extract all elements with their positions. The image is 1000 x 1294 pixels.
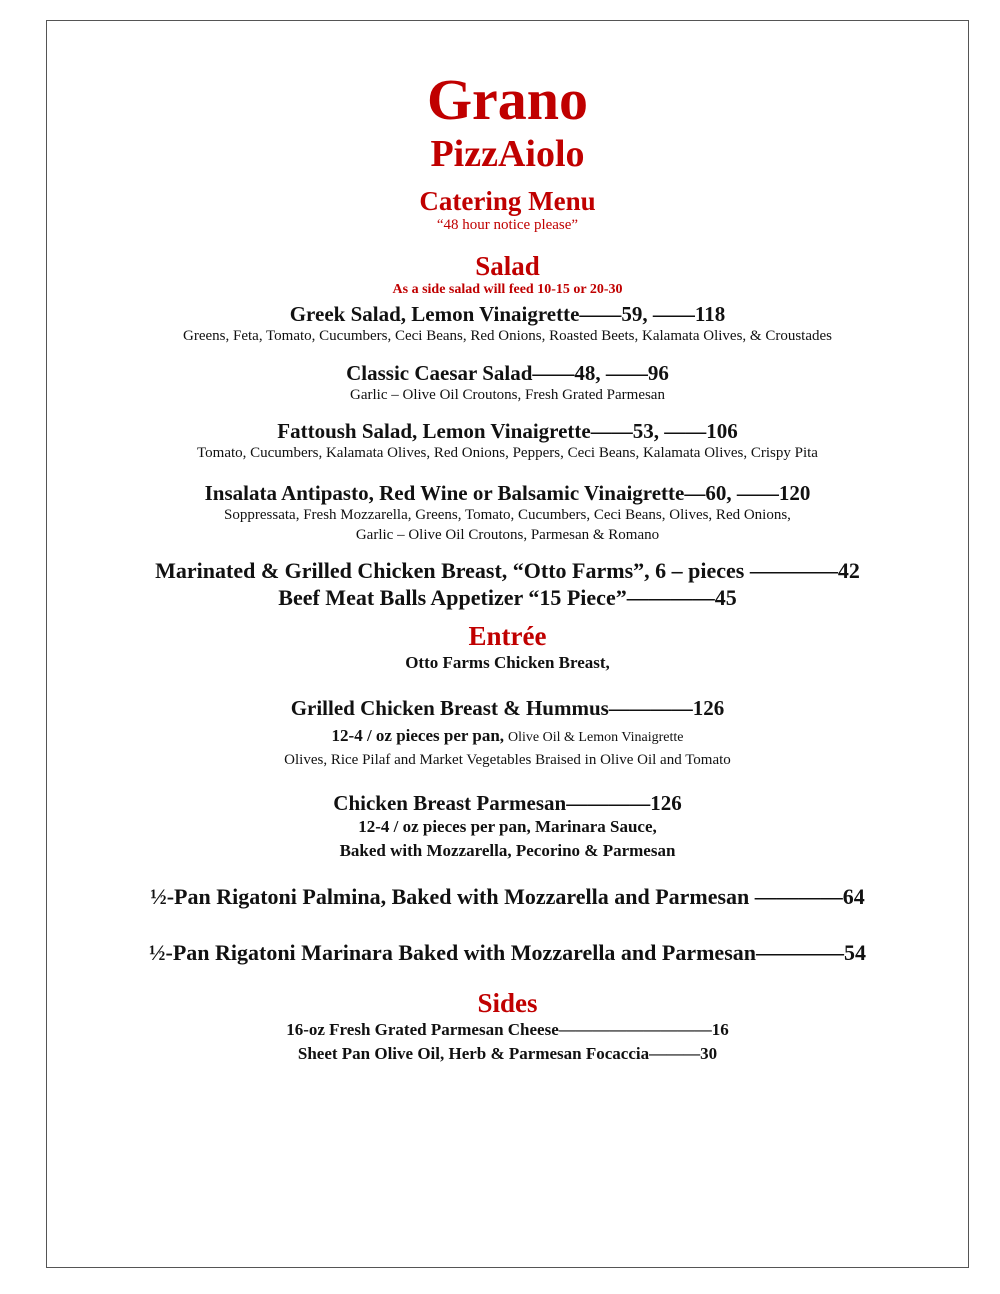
item-description-line-2: Baked with Mozzarella, Pecorino & Parmesan: [339, 841, 676, 860]
menu-item-fattoush-salad: [47, 419, 968, 463]
menu-item-caesar-salad: [47, 361, 968, 405]
salad-note: As a side salad will feed 10-15 or 20-30: [392, 282, 623, 297]
salad-section-header: [47, 251, 968, 299]
sides-title: Sides: [477, 988, 538, 1018]
item-name: Fattoush Salad, Lemon Vinaigrette——53, ——106: [277, 419, 738, 443]
item-name: ½-Pan Rigatoni Marinara Baked with Mozzarella and Parmesan————54: [149, 940, 866, 965]
menu-item-rigatoni-marinara: [47, 941, 968, 965]
item-description: Tomato, Cucumbers, Kalamata Olives, Red Onions, Peppers, Ceci Beans, Kalamata Olives, Crispy Pita: [197, 445, 818, 461]
item-name: ½-Pan Rigatoni Palmina, Baked with Mozzarella and Parmesan ————64: [150, 884, 865, 909]
item-description-line-1: [47, 724, 968, 750]
restaurant-name: Grano: [426, 67, 589, 132]
dressing-text: Olive Oil & Lemon Vinaigrette: [508, 730, 684, 745]
item-description-line-2: Garlic – Olive Oil Croutons, Parmesan & Romano: [355, 527, 660, 543]
entree-intro: Otto Farms Chicken Breast,: [405, 653, 610, 672]
item-name: Greek Salad, Lemon Vinaigrette——59, ——118: [289, 302, 726, 326]
item-description: Greens, Feta, Tomato, Cucumbers, Ceci Beans, Red Onions, Roasted Beets, Kalamata Olives, & Croustades: [183, 328, 832, 344]
menu-item-greek-salad: [47, 302, 968, 346]
restaurant-subtitle: PizzAiolo: [430, 133, 585, 175]
menu-title: Catering Menu: [419, 186, 596, 216]
notice-text: “48 hour notice please”: [436, 217, 579, 233]
item-description-line-1: 12-4 / oz pieces per pan, Marinara Sauce,: [358, 817, 657, 836]
entree-section-header: [47, 621, 968, 675]
item-name: Classic Caesar Salad——48, ——96: [346, 361, 669, 385]
item-name: Grilled Chicken Breast & Hummus————126: [290, 696, 725, 720]
item-description-line-1: Soppressata, Fresh Mozzarella, Greens, Tomato, Cucumbers, Ceci Beans, Olives, Red Onions,: [224, 507, 791, 523]
menu-item-meat-balls: Beef Meat Balls Appetizer “15 Piece”————45: [278, 585, 737, 610]
item-description-line-2: Olives, Rice Pilaf and Market Vegetables Braised in Olive Oil and Tomato: [284, 752, 731, 768]
catering-header: [47, 186, 968, 234]
menu-item-rigatoni-palmina: [47, 885, 968, 909]
sides-section: [47, 988, 968, 1066]
salad-title: Salad: [475, 251, 540, 281]
menu-item-insalata-antipasto: [47, 481, 968, 545]
menu-page: [46, 20, 969, 1268]
entree-title: Entrée: [468, 621, 547, 651]
menu-item-chicken-parmesan: [47, 791, 968, 863]
salad-extras: [47, 557, 968, 611]
menu-item-chicken-hummus: [47, 696, 968, 770]
menu-item-parmesan-cheese: 16-oz Fresh Grated Parmesan Cheese—————————16: [286, 1020, 729, 1039]
menu-item-focaccia: Sheet Pan Olive Oil, Herb & Parmesan Focaccia———30: [297, 1044, 718, 1063]
portion-text: 12-4 / oz pieces per pan,: [331, 726, 505, 745]
item-name: Chicken Breast Parmesan————126: [333, 791, 682, 815]
menu-item-grilled-chicken: Marinated & Grilled Chicken Breast, “Otto Farms”, 6 – pieces ————42: [155, 558, 860, 583]
item-name: Insalata Antipasto, Red Wine or Balsamic Vinaigrette—60, ——120: [204, 481, 811, 505]
item-description: Garlic – Olive Oil Croutons, Fresh Grated Parmesan: [350, 387, 665, 403]
